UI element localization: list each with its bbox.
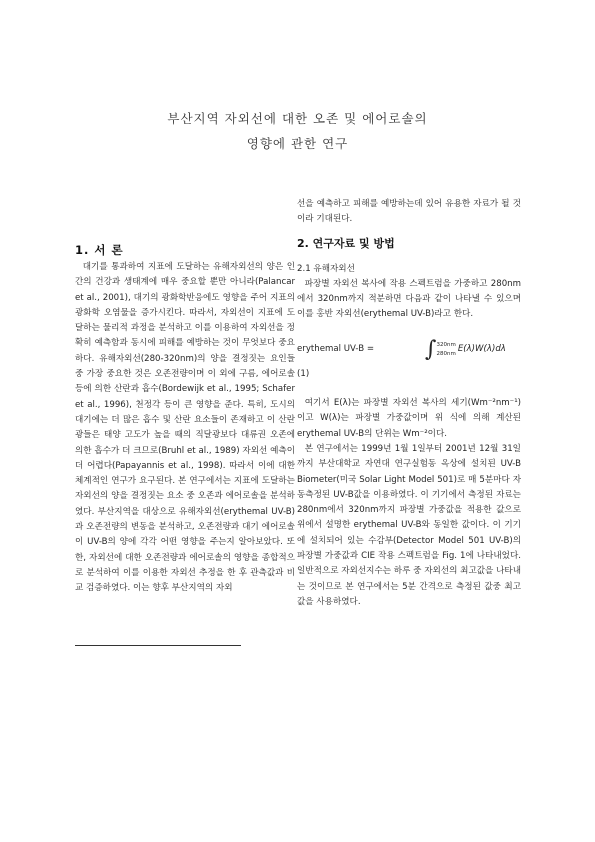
introduction-paragraph: 대기를 통과하여 지표에 도달하는 유해자외선의 양은 인간의 건강과 생태계에 매우 중요할 뿐만 아니라(Palancar et al., 2001), 대기의 광화학반응에도 영향을 주어 지표의 광화학 오염물을 증가시킨다. 따라서, 자외선이 지표에 도달하는 물리적 과정을 분석하고 이를 이용하여 자외선을 정확히 예측함과 동시에 피해를 예방하는 것이 무엇보다 중요하다. 유해자외선(280-320nm)의 양을 결정짓는 요인들 중 가장 중요한 것은 오존전량이며 이 외에 구름, 에어로솔 등에 의한 산란과 흡수(Bordewijk et al., 1995; Schafer et al., 1996), 천정각 등이 큰 영향을 준다. 특히, 도시의 대기에는 더 많은 흡수 및 산란 요소들이 존재하고 이 산란광들은 태양 고도가 높을 때의 직달광보다 대류권 오존에 의한 흡수가 더 크므로(Bruhl et al., 1989) 자외선 예측이 더 어렵다(Papayannis et al., 1998). 따라서 이에 대한 체계적인 연구가 요구된다. 본 연구에서는 지표에 도달하는 자외선의 양을 결정짓는 요소 중 오존과 에어로솔을 분석하였다. 부산지역을 대상으로 유해자외선(erythemal UV-B)과 오존전량의 변동을 분석하고, 오존전량과 대기 에어로솔이 UV-B의 양에 각각 어떤 영향을 주는지 알아보았다. 또한, 자외선에 대한 오존전량과 에어로솔의 영향을 종합적으로 분석하여 이를 이용한 자외선 추정을 한 후 관측값과 비교 검증하였다. 이는 향후 부산지역의 자외 [75, 262, 295, 594]
equation-integrand: E(λ)W(λ)dλ [457, 344, 506, 355]
subsection-heading-erythemal-uv: 2.1 유해자외선 [297, 263, 355, 274]
equation-number: (1) [297, 368, 310, 379]
methods-paragraph-2: 여기서 E(λ)는 파장별 자외선 복사의 세기(Wm⁻²nm⁻¹)이고 W(λ)는 파장별 가중값이며 위 식에 의해 계산된 erythemal UV-B의 단위는 Wm⁻²이다. [297, 398, 521, 439]
title-line-1: 부산지역 자외선에 대한 오존 및 에어로솔의 [167, 111, 428, 126]
methods-paragraph-1: 파장별 자외선 복사에 작용 스펙트럼을 가중하고 280nm에서 320nm까지 적분하면 다음과 같이 나타낼 수 있으며 이를 홍반 자외선(erythemal UV-B)라고 한다. [297, 278, 521, 320]
footnote-divider [75, 645, 241, 646]
equation-lhs: erythemal UV-B = [297, 344, 375, 355]
right-column [297, 197, 521, 610]
integral-sign-icon: ∫ [425, 336, 437, 362]
integral-upper-limit: 320nm [436, 341, 456, 348]
title-line-2: 영향에 관한 연구 [246, 136, 349, 151]
methods-paragraph-3: 본 연구에서는 1999년 1월 1일부터 2001년 12월 31일까지 부산대학교 자연대 연구실험동 옥상에 설치된 UV-B Biometer(미국 Solar Light Model 501)로 매 5분마다 자동측정된 UV-B값을 이용하였다. 이 기기에서 측정된 자료는 280nm에서 320nm까지 파장별 가중값을 적용한 값으로 위에서 설명한 erythemal UV-B와 동일한 값이다. 이 기기에 설치되어 있는 수감부(Detector Model 501 UV-B)의 파장별 가중값과 CIE 작용 스펙트럼을 Fig. 1에 나타내었다. 일반적으로 자외선지수는 하루 중 자외선의 최고값을 나타내는 것이므로 본 연구에서는 5분 간격으로 측정된 값중 최고값을 사용하였다. [297, 443, 521, 607]
section-heading-data-methods: 2. 연구자료 및 방법 [297, 236, 395, 250]
section-heading-introduction: 1. 서 론 [75, 243, 124, 257]
equation-1 [297, 335, 521, 365]
left-column [75, 242, 295, 597]
paper-title [0, 106, 595, 156]
integral-lower-limit: 280nm [436, 350, 456, 357]
introduction-continuation: 선을 예측하고 피해를 예방하는데 있어 유용한 자료가 될 것이라 기대된다. [297, 199, 521, 225]
integral-limits [436, 341, 455, 359]
